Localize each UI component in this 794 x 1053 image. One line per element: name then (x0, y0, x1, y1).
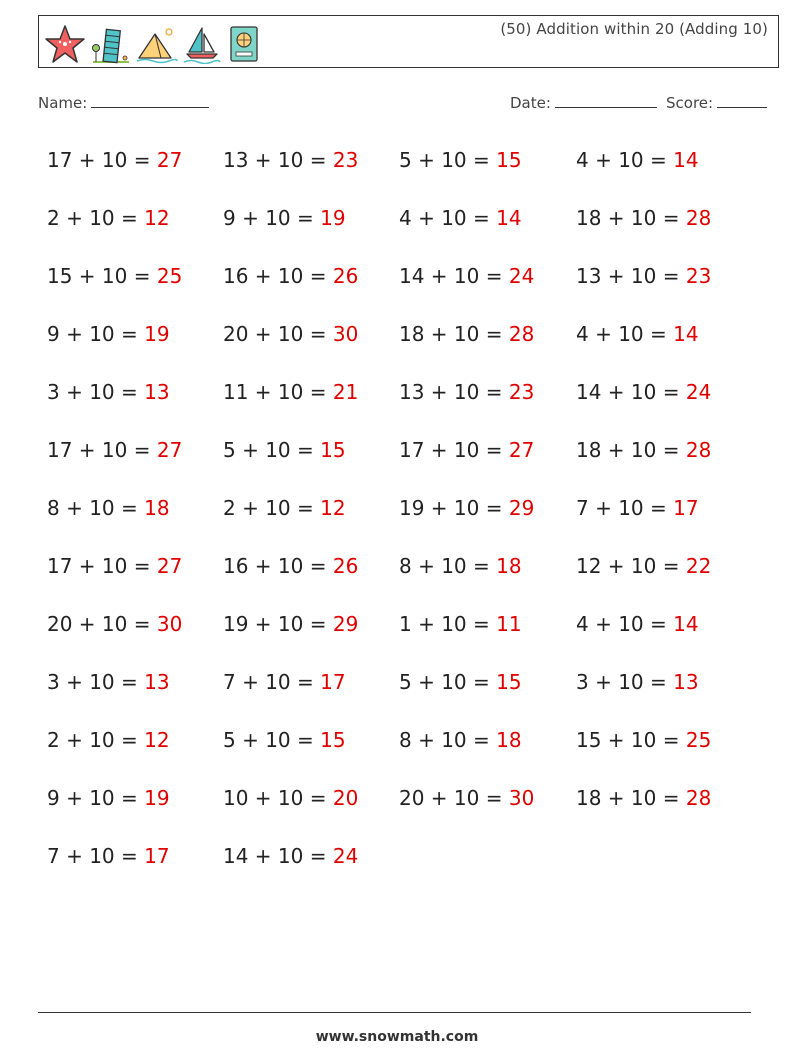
problem-item (47, 380, 170, 404)
problem-question: 4 + 10 = (576, 612, 674, 636)
problem-question: 10 + 10 = (223, 786, 333, 810)
problem-answer: 18 (496, 728, 522, 752)
problem-item (223, 496, 346, 520)
problem-answer: 27 (156, 438, 183, 462)
problem-answer: 12 (144, 728, 170, 752)
worksheet-title: (50) Addition within 20 (Adding 10) (500, 20, 768, 38)
problem-answer: 24 (685, 380, 712, 404)
problem-question: 18 + 10 = (576, 786, 686, 810)
problem-question: 13 + 10 = (399, 380, 509, 404)
problem-item (47, 438, 182, 462)
problem-question: 20 + 10 = (47, 612, 157, 636)
problem-question: 1 + 10 = (399, 612, 497, 636)
problem-answer: 27 (156, 554, 183, 578)
problem-answer: 18 (144, 496, 170, 520)
problem-item (47, 496, 170, 520)
problem-item (47, 206, 170, 230)
problem-answer: 30 (508, 786, 535, 810)
problem-answer: 30 (156, 612, 183, 636)
problem-item (223, 612, 358, 636)
score-label: Score: (666, 94, 714, 112)
problem-item (576, 148, 699, 172)
problem-question: 16 + 10 = (223, 554, 333, 578)
problem-answer: 17 (673, 496, 699, 520)
problem-question: 5 + 10 = (399, 148, 497, 172)
problem-item (47, 612, 182, 636)
problem-answer: 25 (156, 264, 183, 288)
problem-item (576, 786, 711, 810)
problem-answer: 26 (332, 264, 359, 288)
footer-divider (38, 1012, 751, 1013)
problem-answer: 13 (144, 380, 170, 404)
problem-item (399, 148, 522, 172)
problem-answer: 28 (685, 206, 712, 230)
problem-question: 3 + 10 = (47, 670, 145, 694)
problem-answer: 19 (144, 786, 170, 810)
problem-answer: 23 (685, 264, 712, 288)
problem-item (223, 554, 358, 578)
problem-item (399, 264, 534, 288)
problem-item (223, 322, 358, 346)
problem-question: 18 + 10 = (576, 206, 686, 230)
problem-question: 2 + 10 = (47, 206, 145, 230)
problem-item (223, 438, 346, 462)
problem-question: 5 + 10 = (223, 438, 321, 462)
problem-answer: 17 (144, 844, 170, 868)
problem-item (576, 612, 699, 636)
problem-item (399, 786, 534, 810)
problem-question: 8 + 10 = (399, 728, 497, 752)
problem-answer: 24 (508, 264, 535, 288)
problem-item (399, 728, 522, 752)
problem-item (399, 496, 534, 520)
problem-question: 15 + 10 = (576, 728, 686, 752)
problem-item (223, 264, 358, 288)
problem-item (223, 728, 346, 752)
problem-question: 4 + 10 = (576, 148, 674, 172)
problem-answer: 23 (332, 148, 359, 172)
problem-item (576, 380, 711, 404)
problem-answer: 19 (320, 206, 346, 230)
problem-item (47, 786, 170, 810)
problem-answer: 15 (496, 670, 522, 694)
problem-question: 4 + 10 = (399, 206, 497, 230)
problem-item (399, 206, 522, 230)
problem-item (399, 322, 534, 346)
problem-answer: 28 (508, 322, 535, 346)
problem-answer: 28 (685, 786, 712, 810)
problem-item (576, 728, 711, 752)
name-label: Name: (38, 94, 88, 112)
problem-question: 13 + 10 = (223, 148, 333, 172)
problem-item (399, 380, 534, 404)
problem-question: 7 + 10 = (223, 670, 321, 694)
problem-answer: 15 (320, 728, 346, 752)
problem-question: 20 + 10 = (399, 786, 509, 810)
problem-item (576, 264, 711, 288)
problem-question: 14 + 10 = (399, 264, 509, 288)
problem-item (47, 844, 170, 868)
problem-answer: 29 (508, 496, 535, 520)
problem-question: 9 + 10 = (47, 786, 145, 810)
problem-answer: 26 (332, 554, 359, 578)
problem-item (399, 438, 534, 462)
problem-question: 5 + 10 = (399, 670, 497, 694)
problem-question: 2 + 10 = (47, 728, 145, 752)
problem-item (576, 206, 711, 230)
problem-question: 17 + 10 = (399, 438, 509, 462)
problem-item (47, 264, 182, 288)
problem-answer: 24 (332, 844, 359, 868)
problem-answer: 27 (508, 438, 535, 462)
problem-answer: 11 (496, 612, 522, 636)
problem-question: 8 + 10 = (399, 554, 497, 578)
problem-question: 3 + 10 = (47, 380, 145, 404)
problem-question: 17 + 10 = (47, 438, 157, 462)
problem-answer: 30 (332, 322, 359, 346)
problem-question: 13 + 10 = (576, 264, 686, 288)
problem-answer: 27 (156, 148, 183, 172)
problem-item (223, 206, 346, 230)
problem-answer: 20 (332, 786, 359, 810)
problem-item (576, 554, 711, 578)
problem-question: 17 + 10 = (47, 148, 157, 172)
problem-question: 11 + 10 = (223, 380, 333, 404)
problem-question: 7 + 10 = (47, 844, 145, 868)
problem-question: 3 + 10 = (576, 670, 674, 694)
problem-answer: 18 (496, 554, 522, 578)
problem-item (47, 670, 170, 694)
problem-item (399, 612, 522, 636)
problem-question: 15 + 10 = (47, 264, 157, 288)
problem-item (576, 438, 711, 462)
problem-question: 17 + 10 = (47, 554, 157, 578)
problem-question: 8 + 10 = (47, 496, 145, 520)
problem-item (576, 496, 699, 520)
problem-item (576, 322, 699, 346)
problem-item (223, 380, 358, 404)
problem-answer: 23 (508, 380, 535, 404)
problem-question: 9 + 10 = (47, 322, 145, 346)
problem-item (223, 786, 358, 810)
problem-answer: 25 (685, 728, 712, 752)
problem-answer: 14 (496, 206, 522, 230)
problem-answer: 22 (685, 554, 712, 578)
problem-answer: 12 (320, 496, 346, 520)
problem-item (47, 148, 182, 172)
problem-answer: 13 (144, 670, 170, 694)
problem-answer: 17 (320, 670, 346, 694)
problem-item (47, 322, 170, 346)
problem-answer: 21 (332, 380, 359, 404)
problem-item (47, 554, 182, 578)
problem-item (223, 148, 358, 172)
problem-item (223, 844, 358, 868)
problem-answer: 29 (332, 612, 359, 636)
problem-item (399, 670, 522, 694)
problem-answer: 12 (144, 206, 170, 230)
problem-question: 7 + 10 = (576, 496, 674, 520)
footer-url[interactable]: www.snowmath.com (315, 1029, 479, 1045)
problem-question: 18 + 10 = (576, 438, 686, 462)
problem-question: 9 + 10 = (223, 206, 321, 230)
problem-question: 20 + 10 = (223, 322, 333, 346)
problem-question: 19 + 10 = (399, 496, 509, 520)
problem-item (47, 728, 170, 752)
problem-item (576, 670, 699, 694)
problem-question: 14 + 10 = (576, 380, 686, 404)
problem-answer: 14 (673, 322, 699, 346)
problem-question: 19 + 10 = (223, 612, 333, 636)
problem-item (399, 554, 522, 578)
problem-answer: 14 (673, 612, 699, 636)
problem-answer: 28 (685, 438, 712, 462)
problem-question: 12 + 10 = (576, 554, 686, 578)
problem-answer: 14 (673, 148, 699, 172)
problem-answer: 15 (496, 148, 522, 172)
problem-answer: 13 (673, 670, 699, 694)
problem-answer: 19 (144, 322, 170, 346)
problem-item (223, 670, 346, 694)
problem-question: 18 + 10 = (399, 322, 509, 346)
problem-question: 5 + 10 = (223, 728, 321, 752)
problem-answer: 15 (320, 438, 346, 462)
problem-question: 14 + 10 = (223, 844, 333, 868)
date-label: Date: (510, 94, 551, 112)
problem-question: 16 + 10 = (223, 264, 333, 288)
problem-question: 4 + 10 = (576, 322, 674, 346)
problem-question: 2 + 10 = (223, 496, 321, 520)
